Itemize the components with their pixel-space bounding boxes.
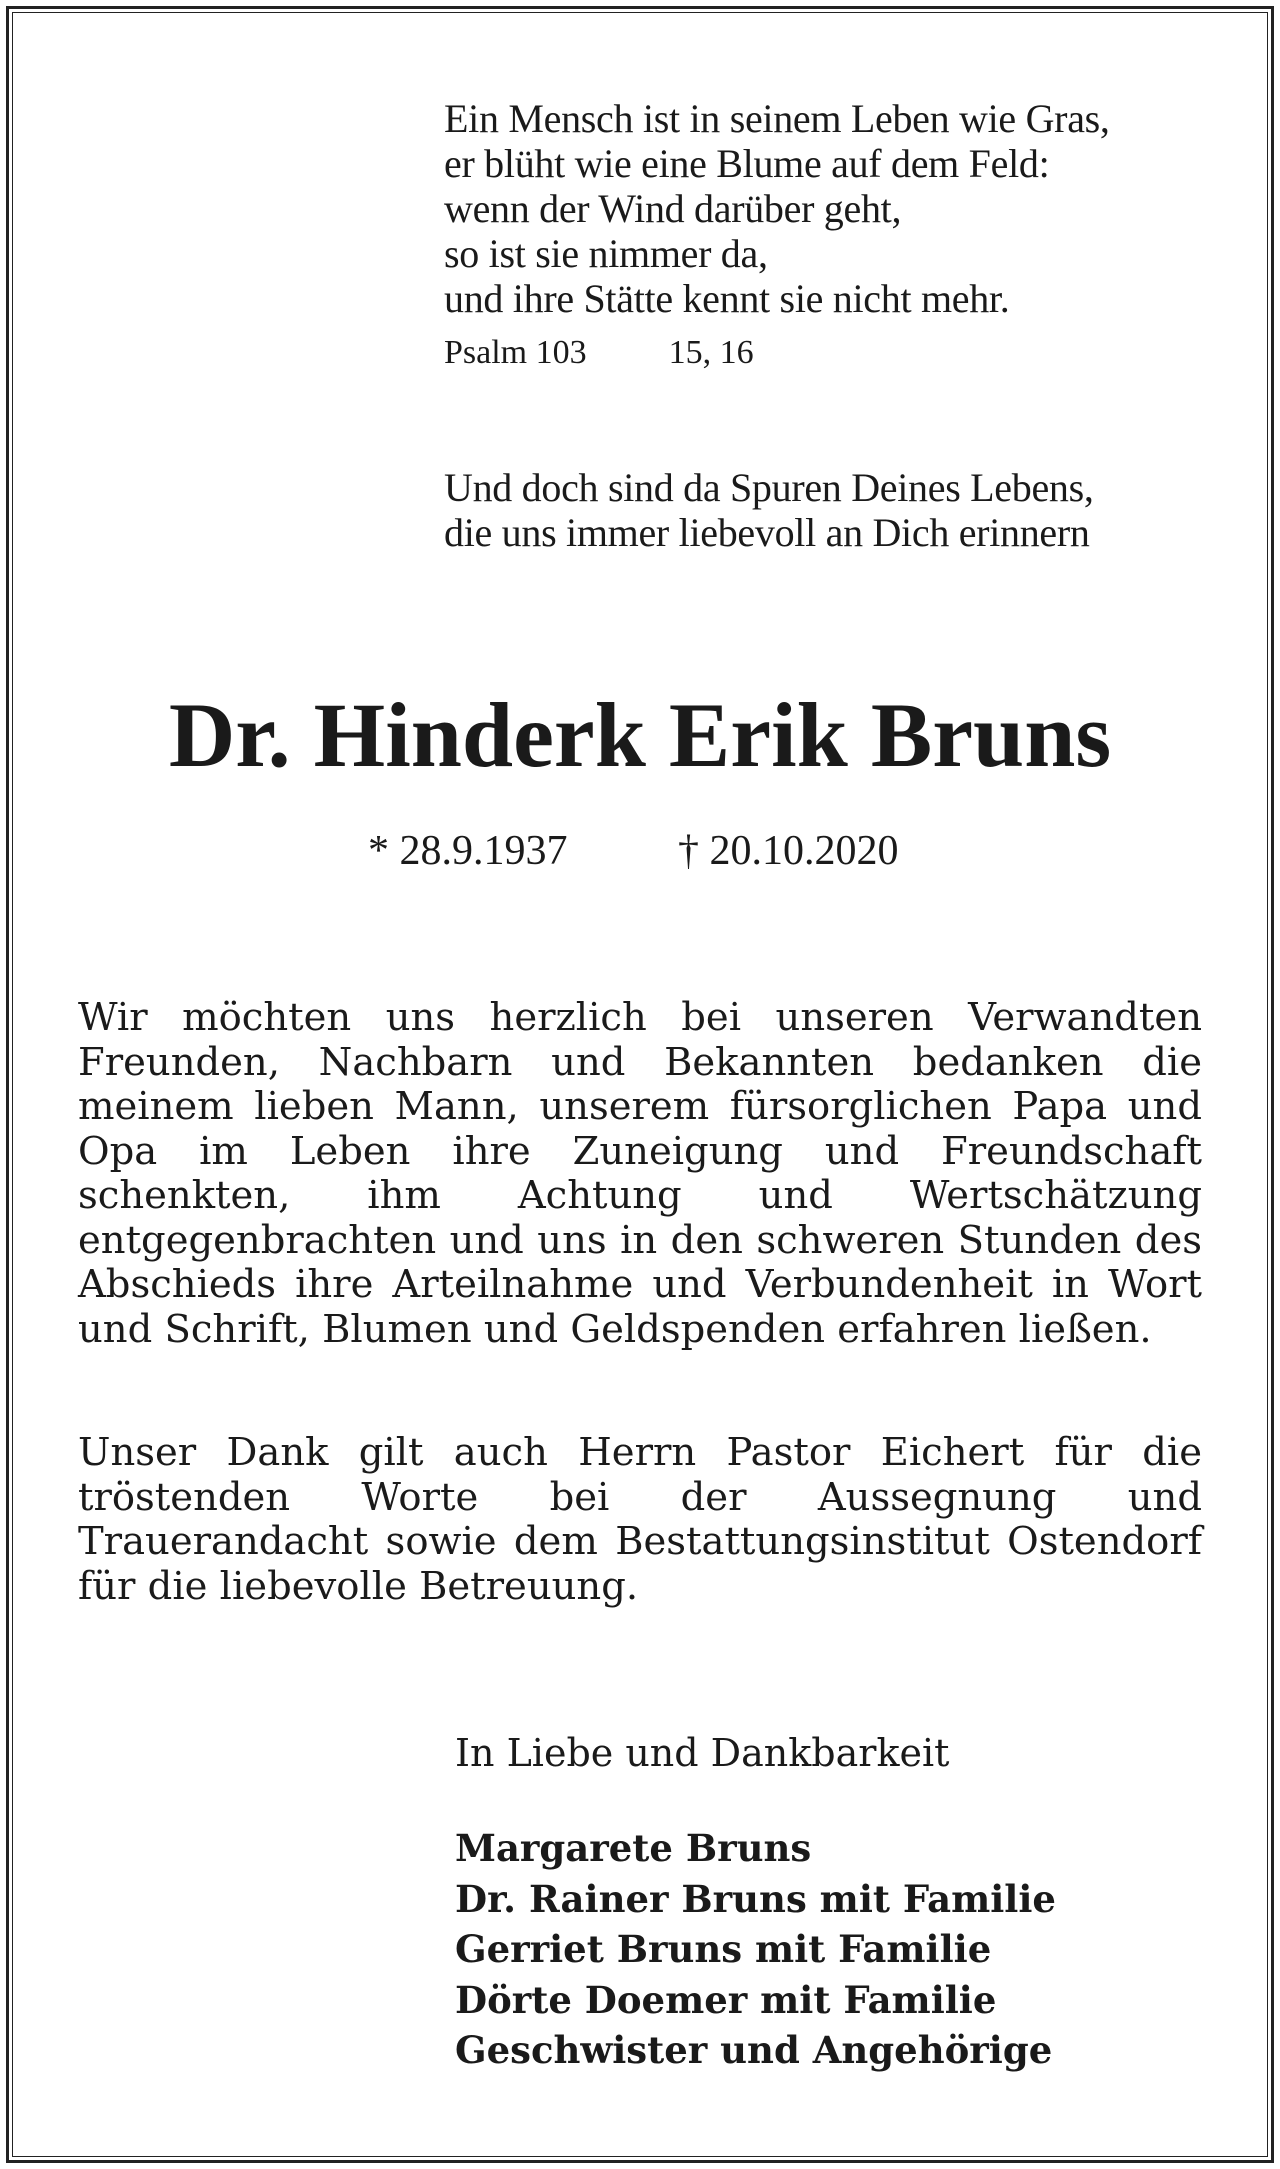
quote-line: Und doch sind da Spuren Deines Lebens, — [444, 465, 1094, 510]
verse-line: wenn der Wind darüber geht, — [444, 186, 902, 231]
signer: Dr. Rainer Bruns mit Familie — [455, 1876, 1056, 1921]
verse-reference — [444, 333, 754, 373]
signer: Margarete Bruns — [455, 1826, 812, 1870]
signers-list — [455, 1823, 1056, 2076]
verse-line: er blüht wie eine Blume auf dem Feld: — [444, 141, 1050, 186]
verse-line: und ihre Stätte kennt sie nicht mehr. — [444, 276, 1010, 321]
bible-verse — [444, 96, 1204, 321]
deceased-name: Dr. Hinderk Erik Bruns — [168, 684, 1112, 786]
memorial-quote — [444, 465, 1094, 555]
signer: Gerriet Bruns mit Familie — [455, 1927, 992, 1971]
birth-date: * 28.9.1937 — [368, 828, 568, 874]
thanks-paragraph: Unser Dank gilt auch Herrn Pastor Eichert für die tröstenden Worte bei der Aussegnung und Trauerandacht sowie dem Bestattungsinstitut Ostendorf für die liebevolle Betreuung. — [78, 1430, 1202, 1609]
verse-reference-verses: 15, 16 — [668, 334, 754, 371]
thanks-paragraph: Wir möchten uns herzlich bei unseren Verwandten Freunden, Nachbarn und Bekannten bedanken die meinem lieben Mann, unserem fürsorglichen Papa und Opa im Leben ihre Zuneigung und Freundschaft schenkten, ihm Achtung und Wertschätzung entgegenbrachten und uns in den schweren Stunden des Abschieds ihre Arteilnahme und Verbundenheit in Wort und Schrift, Blumen und Geldspenden erfahren ließen. — [78, 995, 1202, 1352]
closing-line: In Liebe und Dankbarkeit — [455, 1731, 950, 1775]
death-date: † 20.10.2020 — [678, 828, 899, 874]
verse-line: Ein Mensch ist in seinem Leben wie Gras, — [444, 96, 1110, 141]
signer: Dörte Doemer mit Familie — [455, 1977, 997, 2022]
signer: Geschwister und Angehörige — [455, 2028, 1053, 2072]
verse-line: so ist sie nimmer da, — [444, 231, 768, 276]
verse-reference-book: Psalm 103 — [444, 334, 587, 371]
quote-line: die uns immer liebevoll an Dich erinnern — [444, 510, 1090, 555]
